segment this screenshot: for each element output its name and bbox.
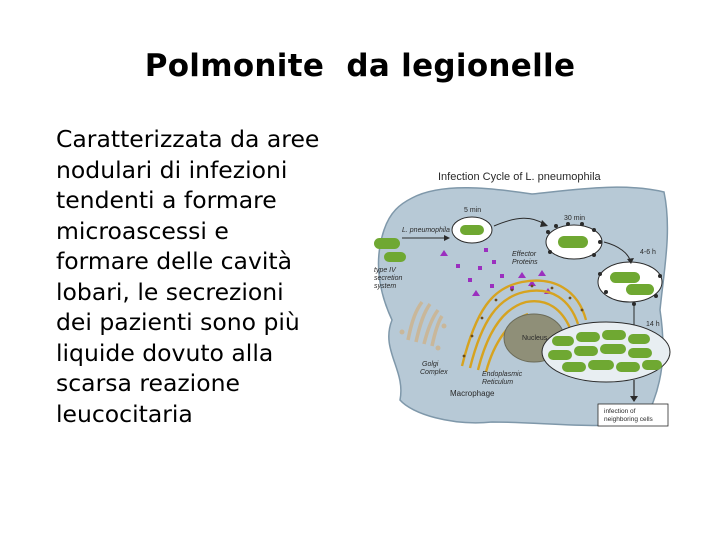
macrophage-cell xyxy=(378,187,667,425)
nucleus-label: Nucleus xyxy=(522,335,548,342)
diagram-title: Infection Cycle of L. pneumophila xyxy=(438,171,601,183)
infection-cycle-diagram xyxy=(372,160,672,432)
body-line: leucocitaria xyxy=(56,399,193,428)
er-label: Endoplasmic Reticulum xyxy=(482,371,523,386)
body-line: microascessi e xyxy=(56,216,229,245)
body-line: dei pazienti sono più xyxy=(56,308,300,336)
time-5min: 5 min xyxy=(464,207,482,214)
vacuole-5min xyxy=(452,217,492,243)
slide-title: Polmonite da legionelle xyxy=(144,48,576,84)
body-line: lobari, le secrezioni xyxy=(56,277,284,306)
bacterium-label: L. pneumophila xyxy=(402,227,450,234)
time-4-6h: 4-6 h xyxy=(640,249,656,256)
body-line: formare delle cavità xyxy=(56,247,292,275)
time-14h: 14 h xyxy=(646,321,660,328)
time-30min: 30 min xyxy=(564,215,586,222)
body-line: scarsa reazione xyxy=(56,369,240,397)
effector-label: Effector Proteins xyxy=(512,251,538,266)
slide-body-text xyxy=(56,124,356,429)
macrophage-label: Macrophage xyxy=(450,389,495,398)
infection-label: infection of neighboring cells xyxy=(604,408,653,423)
body-line: nodulari di infezioni xyxy=(56,155,288,184)
secretion-label: type IV secretion system xyxy=(374,267,403,290)
body-line: tendenti a formare xyxy=(56,186,277,214)
replicative-vacuole-14h xyxy=(542,322,670,382)
golgi-label: Golgi Complex xyxy=(420,361,448,376)
body-line: liquide dovuto alla xyxy=(56,338,274,367)
body-line: Caratterizzata da aree xyxy=(56,125,320,153)
